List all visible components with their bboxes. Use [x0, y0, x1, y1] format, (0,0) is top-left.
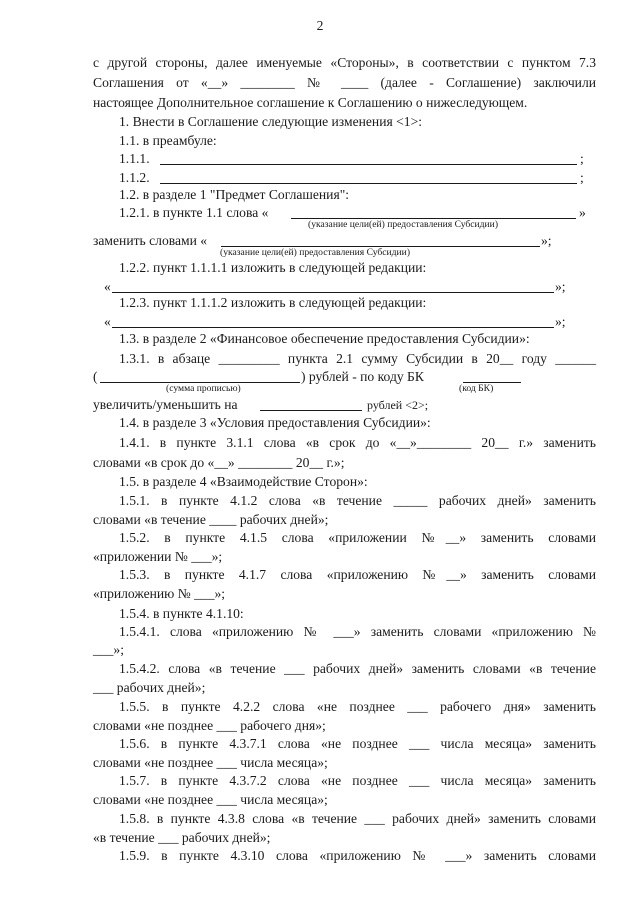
text-line: 1.2.2. пункт 1.1.1.1 изложить в следующей редакции:: [119, 260, 427, 275]
text-line: «: [104, 279, 111, 294]
field-caption: (сумма прописью): [166, 383, 241, 394]
text-line: 1.1. в преамбуле:: [119, 133, 217, 148]
text-line: (: [93, 369, 98, 384]
field-caption: (указание цели(ей) предоставления Субсидии): [308, 219, 499, 230]
text-line: 1.5.4. в пункте 4.1.10:: [119, 606, 244, 621]
text-line: 1.5.6. в пункте 4.3.7.1 слова «не позднее ___ числа месяца» заменить: [119, 736, 596, 751]
text-line: 1.3.1. в абзаце _________ пункта 2.1 сумму Субсидии в 20__ году ______: [119, 351, 596, 366]
text-line: »;: [555, 279, 566, 294]
text-line: увеличить/уменьшить на: [93, 397, 238, 412]
text-line: 1.5.2. в пункте 4.1.5 слова «приложении №__» заменить словами: [119, 530, 596, 545]
text-line: Соглашения от «__» ________ № ____ (далее - Соглашение) заключили: [93, 75, 596, 90]
text-line: 1.5.5. в пункте 4.2.2 слова «не позднее ___ рабочего дня» заменить: [119, 699, 596, 714]
text-line: 1. Внести в Соглашение следующие изменения <1>:: [119, 114, 423, 129]
text-line: ___ рабочих дней»;: [93, 680, 206, 695]
text-line: 1.5.4.1. слова «приложению № ___» заменить словами «приложению №: [119, 624, 596, 639]
text-line: ) рублей - по коду БК: [301, 369, 424, 384]
text-line: 1.5.7. в пункте 4.3.7.2 слова «не позднее ___ числа месяца» заменить: [119, 773, 596, 788]
text-line: «: [104, 314, 111, 329]
text-line: 1.2.1. в пункте 1.1 слова «: [119, 205, 269, 220]
text-line: «приложению № ___»;: [93, 586, 226, 601]
text-line: «приложении № ___»;: [93, 549, 223, 564]
text-line: словами «в течение ____ рабочих дней»;: [93, 512, 329, 527]
text-line: словами «не позднее ___ числа месяца»;: [93, 755, 328, 770]
fill-in-line: [160, 164, 577, 165]
text-line: 1.5.9. в пункте 4.3.10 слова «приложению № ___» заменить словами: [119, 848, 596, 863]
text-line: 1.4.1. в пункте 3.1.1 слова «в срок до «__»________ 20__ г.» заменить: [119, 435, 596, 450]
text-line: заменить словами «: [93, 233, 208, 248]
text-line: рублей <2>;: [367, 398, 429, 412]
text-line: 1.5.3. в пункте 4.1.7 слова «приложению №__» заменить словами: [119, 567, 596, 582]
fill-in-line: [260, 410, 362, 411]
fill-in-line: [160, 183, 577, 184]
text-line: 1.1.2.: [119, 170, 150, 185]
text-line: ;: [580, 170, 584, 185]
text-line: »;: [555, 314, 566, 329]
field-caption: (код БК): [459, 383, 494, 394]
page-number: 2: [316, 18, 324, 33]
text-line: словами «не позднее ___ числа месяца»;: [93, 792, 328, 807]
text-line: 1.5.1. в пункте 4.1.2 слова «в течение _____ рабочих дней» заменить: [119, 493, 596, 508]
text-line: настоящее Дополнительное соглашение к Соглашению о нижеследующем.: [93, 95, 528, 110]
text-line: ;: [580, 151, 584, 166]
text-line: 1.1.1.: [119, 151, 150, 166]
fill-in-line: [112, 327, 554, 328]
text-line: 1.2.3. пункт 1.1.1.2 изложить в следующей редакции:: [119, 295, 427, 310]
text-line: »: [579, 205, 586, 220]
text-line: 1.2. в разделе 1 "Предмет Соглашения":: [119, 187, 350, 202]
text-line: 1.3. в разделе 2 «Финансовое обеспечение предоставления Субсидии»:: [119, 331, 530, 346]
text-line: »;: [541, 233, 552, 248]
text-line: словами «в срок до «__» ________ 20__ г.»;: [93, 455, 345, 470]
text-line: с другой стороны, далее именуемые «Стороны», в соответствии с пунктом 7.3: [93, 55, 596, 70]
text-line: «в течение ___ рабочих дней»;: [93, 830, 271, 845]
field-caption: (указание цели(ей) предоставления Субсидии): [220, 247, 411, 258]
fill-in-line: [112, 292, 554, 293]
text-line: 1.5.8. в пункте 4.3.8 слова «в течение ___ рабочих дней» заменить словами: [119, 811, 596, 826]
text-line: 1.5.4.2. слова «в течение ___ рабочих дней» заменить словами «в течение: [119, 661, 596, 676]
text-line: ___»;: [93, 642, 124, 657]
text-line: словами «не позднее ___ рабочего дня»;: [93, 718, 326, 733]
text-line: 1.5. в разделе 4 «Взаимодействие Сторон»:: [119, 474, 368, 489]
text-line: 1.4. в разделе 3 «Условия предоставления Субсидии»:: [119, 415, 431, 430]
